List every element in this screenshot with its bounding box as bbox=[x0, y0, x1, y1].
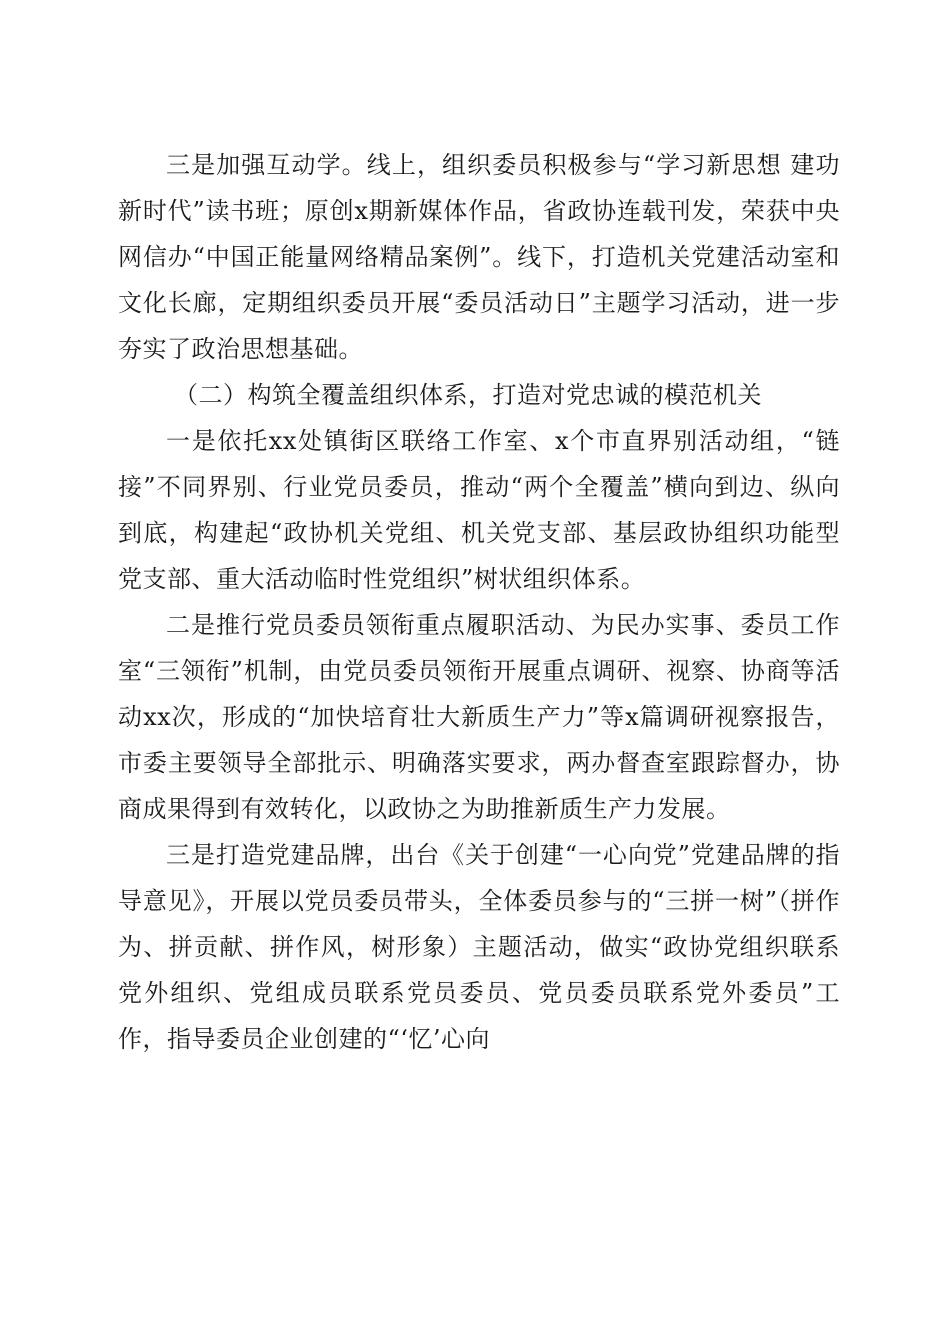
paragraph-party-brand: 三是打造党建品牌，出台《关于创建“一心向党”党建品牌的指导意见》，开展以党员委员带头，全体委员参与的“三拼一树”（拼作为、拼贡献、拼作风，树形象）主题活动，做实“政协党组织联系党外组织、党组成员联系党员委员、党员委员联系党外委员”工作，指导委员企业创建的“‘忆’心向 bbox=[118, 841, 840, 1053]
paragraph-liaison-studios: 一是依托xx处镇街区联络工作室、x个市直界别活动组，“链接”不同界别、行业党员委员，推动“两个全覆盖”横向到边、纵向到底，构建起“政协机关党组、机关党支部、基层政协组织功能型党支部、重大活动临时性党组织”树状组织体系。 bbox=[118, 427, 840, 593]
section-heading-organization-system: （二）构筑全覆盖组织体系，打造对党忠诚的模范机关 bbox=[174, 381, 762, 409]
paragraph-three-leads-mechanism: 二是推行党员委员领衔重点履职活动、为民办实事、委员工作室“三领衔”机制，由党员委员领衔开展重点调研、视察、协商等活动xx次，形成的“加快培育壮大新质生产力”等x篇调研视察报告，市委主要领导全部批示、明确落实要求，两办督查室跟踪督办，协商成果得到有效转化，以政协之为助推新质生产力发展。 bbox=[118, 611, 840, 823]
document-body bbox=[118, 142, 840, 1062]
paragraph-interactive-learning: 三是加强互动学。线上，组织委员积极参与“学习新思想 建功新时代”读书班；原创x期新媒体作品，省政协连载刊发，荣获中央网信办“中国正能量网络精品案例”。线下，打造机关党建活动室和文化长廊，定期组织委员开展“委员活动日”主题学习活动，进一步夯实了政治思想基础。 bbox=[118, 151, 840, 363]
